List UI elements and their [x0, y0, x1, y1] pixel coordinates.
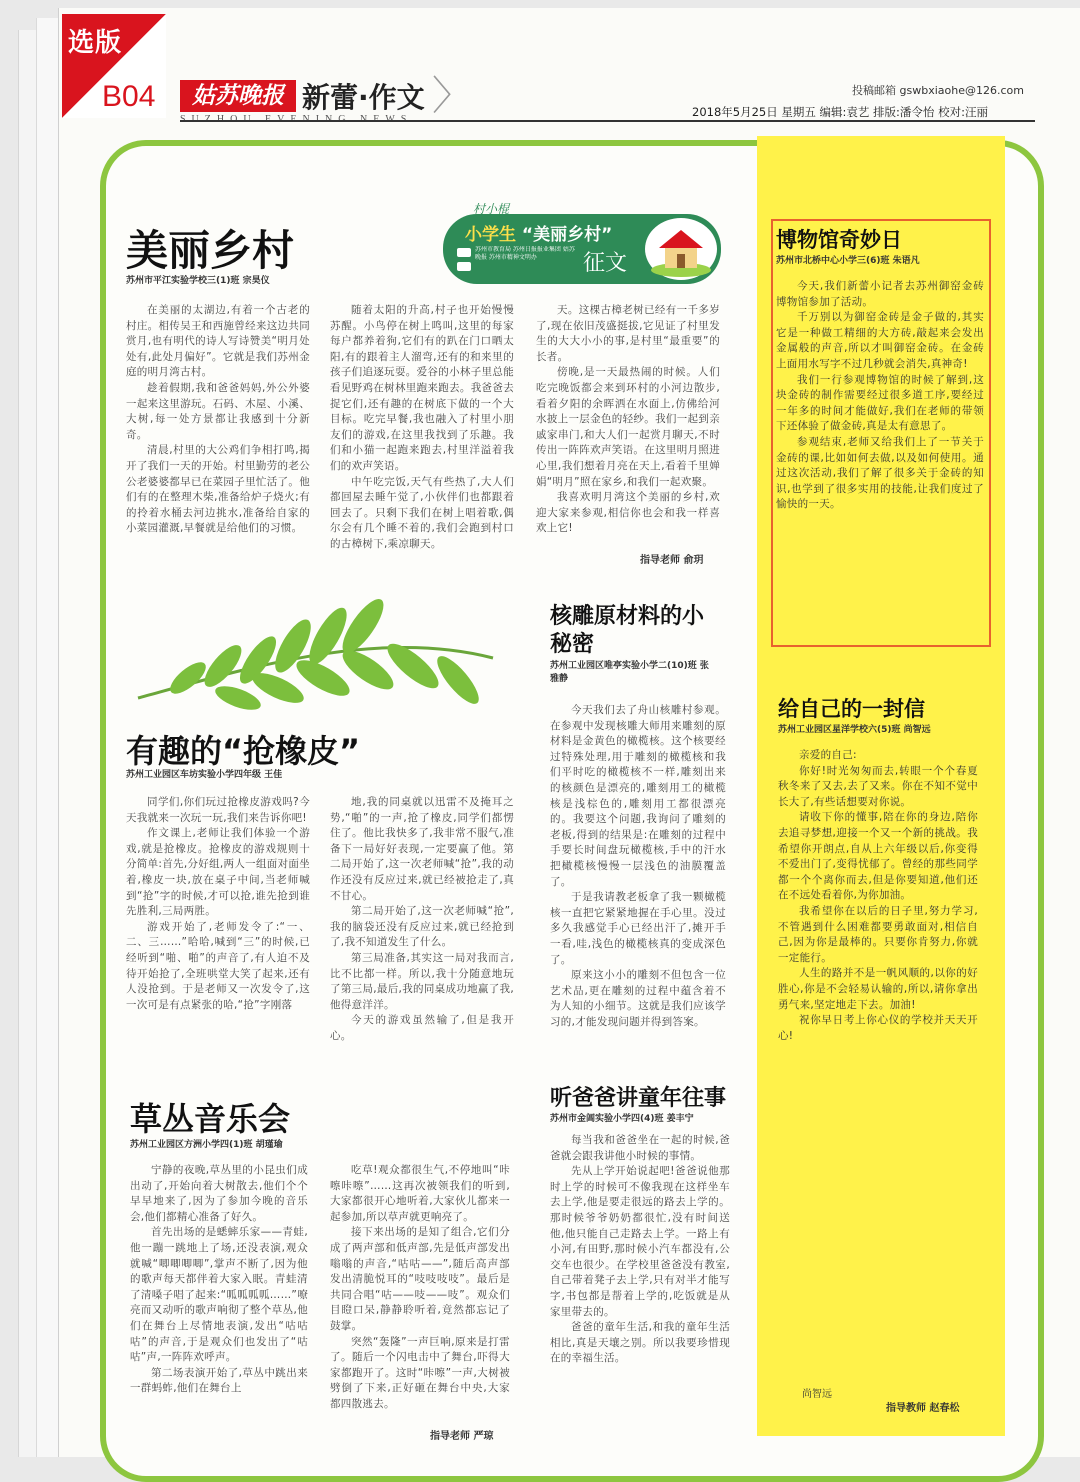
- banner-caption: 村小棍: [473, 202, 510, 216]
- banner-organizers: 苏州市教育局 苏州日报报业集团 姑苏晚报 苏州市精神文明办: [475, 246, 575, 261]
- page-selector-corner[interactable]: [62, 14, 166, 118]
- paragraph: 今天我们去了舟山核雕村参观。在参观中发现核雕大师用来雕刻的原材料是金黄色的橄榄核。这个核要经过特殊处理,用于雕刻的橄榄核和我们平时吃的橄榄核不一样,雕刻出来的核颜色是漂亮的,雕刻用工的橄榄核是浅棕色的,雕刻用工都很漂亮的。我要这个问题,我询问了雕刻的老板,得到的结果是:在雕刻的过程中手要长时间盘玩橄榄核,手中的汗水把橄榄核慢慢一层浅色的油膜覆盖了。: [550, 704, 726, 888]
- paragraph: 吃草!观众都很生气,不停地叫“咔嚓咔嚓”……这再次被领我们的听到,大家都很开心地听着,大家伙儿都来一起参加,所以草声就更响亮了。: [330, 1164, 510, 1223]
- column-title: 新蕾·作文: [302, 81, 425, 114]
- paragraph: 我希望你在以后的日子里,努力学习,不管遇到什么困难都要勇敢面对,相信自己,因为你是最棒的。只要你肯努力,你就一定能行。: [778, 904, 978, 964]
- paragraph: 每当我和爸爸坐在一起的时候,爸爸就会跟我讲他小时候的事情。: [550, 1134, 730, 1162]
- paragraph: 亲爱的自己:: [799, 749, 857, 761]
- article-byline: 苏州市平江实验学校三(1)班 宗昊仪: [126, 276, 270, 286]
- paragraph: 宁静的夜晚,草丛里的小昆虫们成出动了,开始向着大树散去,他们个个早早地来了,因为了参加今晚的音乐会,他们都精心准备了好久。: [130, 1164, 308, 1223]
- article-title: 美丽乡村: [126, 226, 295, 275]
- paragraph: 同学们,你们玩过抢橡皮游戏吗?今天我就来一次玩一玩,我们来告诉你吧!: [126, 796, 310, 824]
- paragraph: 游戏开始了,老师发令了:“一、二、三……”哈哈,喊到“三”的时候,已经听到“啪、啪”的声音了,有人迫不及待开始抢了,全班哄堂大笑了起来,还有人没抢到。于是老师又一次发令了,这一次可是有点紧张的哈,“抢”字刚落: [126, 920, 310, 1011]
- article-text: [550, 1133, 730, 1443]
- paragraph: 趁着假期,我和爸爸妈妈,外公外婆一起来这里游玩。石码、木屋、小溪、大树,每一处方景都让我感到十分新奇。: [126, 381, 310, 441]
- paragraph: 祝你早日考上你心仪的学校并天天开心!: [778, 1014, 978, 1042]
- article-text: [130, 1163, 308, 1441]
- article-byline: 苏州市金阊实验小学四(4)班 姜丰宁: [550, 1114, 694, 1124]
- paragraph: 请收下你的懂事,陪在你的身边,陪你去追寻梦想,迎接一个又一个新的挑战。我希望你开朗点,自从上六年级以后,你变得不爱出门了,变得忧郁了。曾经的那些同学都一个个离你而去,但是你要知道,他们还在不远处看着你,为你加油。: [778, 811, 978, 902]
- paragraph: 先从上学开始说起吧!爸爸说他那时上学的时候可不像我现在这样坐车去上学,他是要走很远的路去上学的。那时候爷爷奶奶都很忙,没有时间送他,他只能自己走路去上学。一路上有小河,有田野,那时候小汽车都没有,公交车也很少。在学校里爸爸没有教室,自己带着凳子去上学,只有对半才能写字,书包都是帮着上学的,吃饭就是从家里带去的。: [550, 1165, 730, 1318]
- article-text: [776, 279, 984, 639]
- article-byline: 苏州工业园区唯亭实验小学二(10)班 张雅静: [550, 661, 709, 684]
- banner-zhengwen: 征文: [583, 251, 628, 276]
- article-title: 草丛音乐会: [130, 1100, 291, 1138]
- paragraph: 接下来出场的是知了组合,它们分成了两声部和低声部,先是低声部发出嗡嗡的声音,“咕咕——”,随后高声部发出清脆悦耳的“吱吱吱吱”。最后是共同合唱“咕——吱——吱”。观众们目瞪口呆,静静聆听着,竟然都忘记了鼓掌。: [330, 1226, 510, 1332]
- submission-email: 投稿邮箱 gswbxiaohe@126.com: [852, 84, 1024, 97]
- paragraph: 人生的路并不是一帆风顺的,以你的好胜心,你是不会轻易认输的,所以,请你拿出勇气来,坚定地走下去。加油!: [778, 967, 978, 1011]
- paragraph: 千万别以为御窑金砖是金子做的,其实它是一种做工精细的大方砖,敲起来会发出金属般的声音,所以才叫御窑金砖。在金砖上面用水写字不过几秒就会消失,真神奇!: [776, 311, 984, 370]
- house-icon: [645, 218, 717, 280]
- paragraph: 首先出场的是蟋蟀乐家——青蛙,他一蹦一跳地上了场,还没表演,观众就喊“唧唧唧唧”,掌声不断了,因为他的歌声每天都伴着大家入眠。青蛙清了清嗓子唱了起来:“呱呱呱呱……”嘹亮而又动听的歌声响彻了整个草丛,他们在舞台上尽情地表演,发出“咕咕咕”的声音,于是观众们也发出了“咕咕”声,一阵阵欢呼声。: [130, 1226, 308, 1364]
- paragraph: 今天,我们新蕾小记者去苏州御窑金砖博物馆参加了活动。: [776, 280, 984, 308]
- article-byline: 苏州工业园区星洋学校六(5)班 尚智远: [778, 725, 931, 735]
- chevron-right-icon: 〉: [432, 73, 472, 119]
- paragraph: 傍晚,是一天最热闹的时候。人们吃完晚饭都会来到环村的小河边散步,看着夕阳的余晖洒在水面上,仿佛给河水披上一层金色的轻纱。我们一起到亲戚家串门,和大人们一起赏月聊天,不时传出一阵阵欢声笑语。在这里明月照进心里,我们想着月亮在天上,看着千里婵娟“明月”照在家乡,和我们一起欢聚。: [536, 366, 720, 488]
- dateline: 2018年5月25日 星期五 编辑:袁艺 排版:潘令怡 校对:汪丽: [692, 105, 988, 119]
- signature: 尚智远: [802, 1389, 832, 1400]
- article-title: 核雕原材料的小秘密: [550, 604, 705, 657]
- article-byline: 苏州工业园区方洲小学四(1)班 胡瑾瑜: [130, 1140, 283, 1150]
- teacher-credit: 指导老师 俞玥: [640, 555, 704, 566]
- article-text: [330, 1163, 510, 1421]
- article-title: 博物馆奇妙日: [776, 228, 902, 252]
- article-text: [536, 303, 720, 548]
- article-text: [330, 303, 514, 568]
- select-edition-label[interactable]: 选版: [68, 28, 123, 58]
- paragraph: 第三局准备,其实这一局对我而言,比不比都一样。所以,我十分随意地玩了第三局,最后,我的同桌成功地赢了我,他得意洋洋。: [330, 951, 514, 1011]
- paragraph: 作文课上,老师让我们体验一个游戏,就是抢橡皮。抢橡皮的游戏规则十分简单:首先,分好组,两人一组面对面坐着,橡皮一块,放在桌子中间,当老师喊到“抢”字的时候,才可以抢,谁先抢到谁先胜利,三局两胜。: [126, 827, 310, 918]
- article-text: [126, 795, 310, 1057]
- paragraph: 爸爸的童年生活,和我的童年生活相比,真是天壤之别。所以我要珍惜现在的幸福生活。: [550, 1321, 730, 1365]
- teacher-credit: 指导教师 赵春松: [886, 1403, 960, 1414]
- article-text: [778, 748, 978, 1380]
- leaf-illustration: [128, 588, 498, 728]
- article-byline: 苏州工业园区车坊实验小学四年级 王佳: [126, 770, 283, 780]
- header-rule: [180, 120, 1035, 122]
- paragraph: 在美丽的太湖边,有着一个古老的村庄。相传吴王和西施曾经来这边共同赏月,也有明代的诗人写诗赞美“明月处处有,此处月偏好”。它就是我们苏州金庭的明月湾古村。: [126, 304, 310, 379]
- paragraph: 原来这小小的雕刻不但包含一位艺术品,更在雕刻的过程中蕴含着不为人知的小细节。这就是我们应该学习的,才能发现问题并得到答案。: [550, 969, 726, 1028]
- paragraph: 随着太阳的升高,村子也开始慢慢苏醒。小鸟停在树上鸣叫,这里的每家每户都养着狗,它们有的趴在门口晒太阳,有的跟着主人溜弯,还有的和来里的孩子们追逐玩耍。爱谷的小林子里总能看见野鸡在树林里跑来跑去。我爸爸去捉它们,还有趣的在树底下做的一个大目标。吃完早餐,我也融入了村里小朋友们的游戏,在这里我找到了乐趣。我们和小猫一起跑来跑去,村里洋溢着我们的欢声笑语。: [330, 304, 514, 472]
- paragraph: 中午吃完饭,天气有些热了,大人们都回屋去睡午觉了,小伙伴们也都跟着回去了。只剩下我们在树上唱着歌,偶尔会有几个睡不着的,我们会跑到村口的古樟树下,乘凉聊天。: [330, 475, 514, 550]
- paragraph: 清晨,村里的大公鸡们争相打鸣,揭开了我们一天的开始。村里勤劳的老公公老婆婆都早已在菜园子里忙活了。他们有的在整理木柴,准备给炉子烧火;有的拎着水桶去河边挑水,准备给自家的小菜园灌溉,早餐就是给他们的习惯。: [126, 444, 310, 535]
- article-text: [550, 703, 726, 1043]
- paragraph: 参观结束,老师又给我们上了一节关于金砖的课,比如如何去做,以及如何使用。通过这次活动,我们了解了很多关于金砖的知识,也学到了很多实用的技能,让我们度过了愉快的一天。: [776, 435, 984, 511]
- paragraph: 第二场表演开始了,草丛中跳出来一群蚂蚱,他们在舞台上: [130, 1366, 308, 1395]
- article-title: 给自己的一封信: [778, 697, 925, 721]
- paragraph: 天。这棵古樟老树已经有一千多岁了,现在依旧茂盛挺拔,它见证了村里发生的大大小小的事,是村里“最重要”的长者。: [536, 304, 720, 363]
- article-title: 听爸爸讲童年往事: [550, 1086, 727, 1111]
- banner-title: 小学生 “美丽乡村”: [465, 225, 613, 245]
- article-byline: 苏州市北桥中心小学三(6)班 朱语凡: [776, 256, 920, 266]
- teacher-credit: 指导老师 严琼: [430, 1431, 494, 1442]
- article-title: 有趣的“抢橡皮”: [126, 732, 361, 770]
- paragraph: 地,我的同桌就以迅雷不及掩耳之势,“啪”的一声,抢了橡皮,同学们都愣住了。他比我快多了,我非常不服气,准备下一局好好表现,一定要赢了他。第二局开始了,这一次老师喊“抢”,我的动作还没有反应过来,就已经被抢走了,真不甘心。: [330, 796, 514, 902]
- page-number: B04: [102, 80, 156, 113]
- paragraph: 我们一行参观博物馆的时候了解到,这块金砖的制作需要经过很多道工序,要经过一年多的时间才能做好,我们在老师的带领下还体验了做金砖,真是太有意思了。: [776, 373, 984, 433]
- paragraph: 突然“轰隆”一声巨响,原来是打雷了。随后一个闪电击中了舞台,吓得大家都跑开了。这时“咔嚓”一声,大树被劈倒了下来,正好砸在舞台中央,大家都四散逃去。: [330, 1335, 510, 1410]
- article-text: [330, 795, 514, 1057]
- paragraph: 今天的游戏虽然输了,但是我开心。: [330, 1014, 514, 1042]
- article-text: [126, 303, 310, 568]
- paragraph: 我喜欢明月湾这个美丽的乡村,欢迎大家来参观,相信你也会和我一样喜欢上它!: [536, 491, 720, 535]
- paper-logo: 姑苏晚报: [180, 80, 296, 112]
- paragraph: 第二局开始了,这一次老师喊“抢”,我的脑袋还没有反应过来,就已经抢到了,我不知道发生了什么。: [330, 905, 514, 949]
- paragraph: 于是我请教老板拿了我一颗橄榄核一直把它紧紧地握在手心里。没过多久我感觉手心已经出汗了,摊开手一看,哇,浅色的橄榄核真的变成深色了。: [550, 891, 726, 966]
- paragraph: 你好!时光匆匆而去,转眼一个个春夏秋冬来了又去,去了又来。你在不知不觉中长大了,有些话想要对你说。: [778, 764, 978, 808]
